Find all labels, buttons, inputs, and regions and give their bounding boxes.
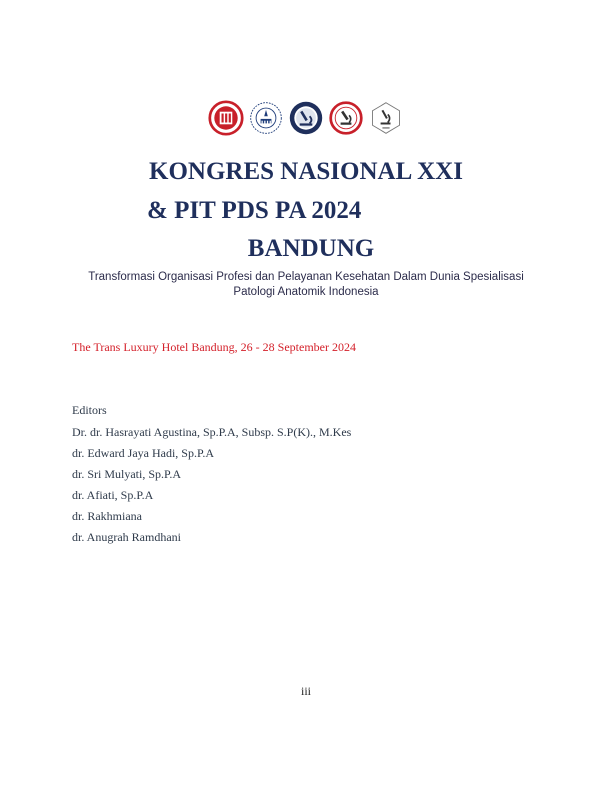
ikatan-patologi-emblem-icon [248,100,284,136]
editors-section [72,402,351,548]
editor-list [72,422,351,548]
page-number: iii [300,684,311,698]
subtitle-line-1: Transformasi Organisasi Profesi dan Pelayanan Kesehatan Dalam Dunia Spesialisasi [88,271,524,283]
editor-name: dr. Sri Mulyati, Sp.P.A [72,467,182,481]
editor-name: dr. Anugrah Ramdhani [72,530,181,544]
title-line-1: KONGRES NASIONAL XXI [149,158,463,185]
microscope-navy-emblem-icon [288,100,324,136]
title-line-3: BANDUNG [247,235,375,262]
editor-name: dr. Rakhmiana [72,509,142,523]
editors-heading: Editors [72,403,107,417]
ipa-red-emblem-icon [208,100,244,136]
logo-row [0,100,612,136]
editor-name: Dr. dr. Hasrayati Agustina, Sp.P.A, Subsp. S.P(K)., M.Kes [72,425,352,439]
editor-name: dr. Edward Jaya Hadi, Sp.P.A [72,446,214,460]
editor-name: dr. Afiati, Sp.P.A [72,488,154,502]
title-line-2: & PIT PDS PA 2024 [147,197,362,224]
subtitle [0,270,612,300]
venue-date: The Trans Luxury Hotel Bandung, 26 - 28 September 2024 [72,340,356,354]
subtitle-line-2: Patologi Anatomik Indonesia [233,286,379,298]
microscope-red-emblem-icon [328,100,364,136]
microscope-grey-emblem-icon [368,100,404,136]
